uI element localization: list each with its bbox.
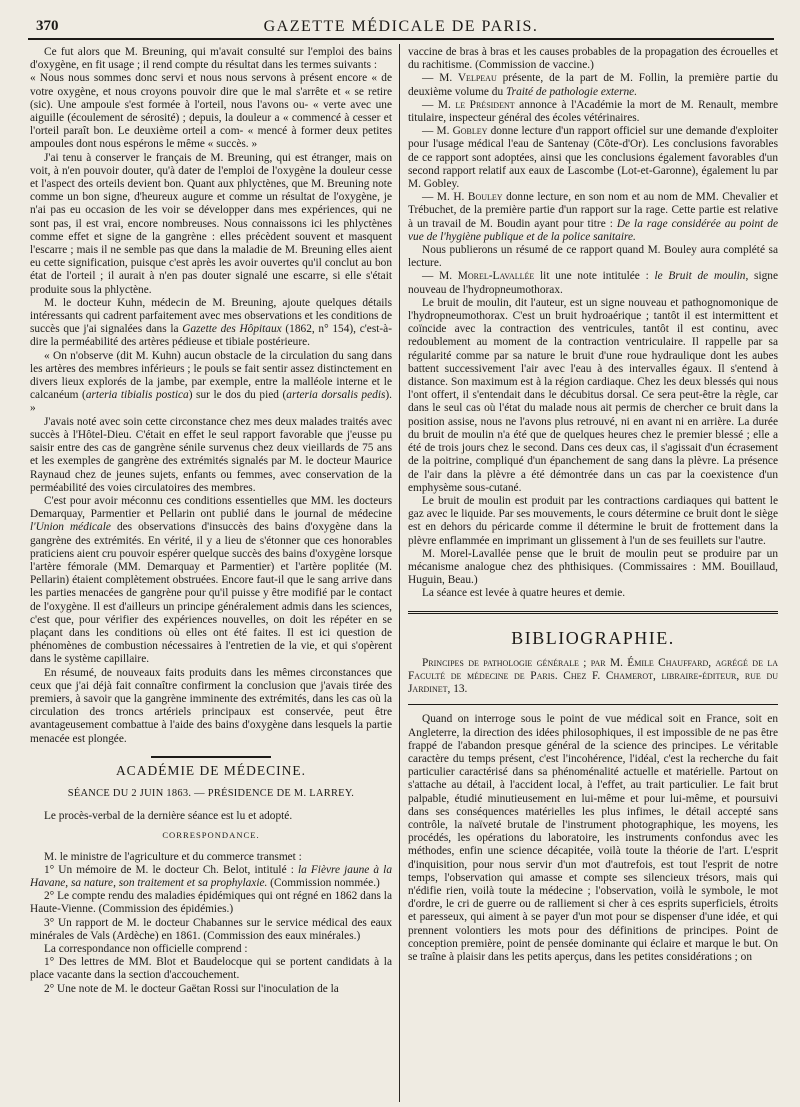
text-run: lit une note intitulée : [534, 270, 655, 283]
page-number: 370 [36, 18, 59, 34]
paragraph: En résumé, de nouveaux faits produits dans les mêmes circonstances que ceux que j'ai déjà fait connaître confirment la conclusion que j'avais tirée des premiers, à savoir que la gangrène imminente des extrémités, dans les cas où la circulation des troncs artériels principaux est conservée, peut être avantageusement combattue à l'aide des bains d'oxygène dans lesquels la partie menacée est plongée. [30, 666, 392, 745]
paragraph: J'avais noté avec soin cette circonstance chez mes deux malades traités avec succès à l'Hôtel-Dieu. C'était en effet le seul rapport favorable que j'eusse pu saisir entre des cas de gangrène sénile survenus chez deux vieillards de 75 ans et les exemples de gangrène des extrémités signalés par M. le docteur Maurice Raynaud chez de jeunes sujets, enfants ou femmes, avec conservation de la perméabilité des voies circulatoires des membres. [30, 415, 392, 494]
paragraph: Le procès-verbal de la dernière séance est lu et adopté. [44, 810, 293, 823]
journal-title: Gazette des Hôpitaux [182, 323, 282, 336]
quotation: « Nous nous sommes donc servi et nous nous servons à présent encore « de votre oxygène, et nous croyons pouvoir dire que le mal s'arrête et « se retire (sic). Une ampoule s'est formée à l'orteil, nous l'avons ou- « verte avec une aiguille (écoulement de sérosité) ; depuis, la douleur a « commencé à cesser et l'orteil paraît bon. Le deuxième orteil a com- « mencé à former deux petites ampoules dont nous espérons le même « succès. » [30, 72, 392, 151]
right-column [408, 46, 778, 1101]
text-run: donne lecture, en son nom et au nom de MM. Chevalier et Trébuchet, de la première partie d'un rapport sur la rage. Cette partie est relative à un travail de M. Boudin ayant pour titre : [408, 191, 778, 230]
text-run: présente, de la part de M. Follin, la première partie du deuxième volume du [408, 72, 778, 98]
paragraph: Le bruit de moulin, dit l'auteur, est un signe nouveau et pathognomonique de l'hydropneumothorax. C'est un bruit hydroaérique ; tantôt il est intermittent et coïncide avec la contraction des ventricules, tantôt il est continu, avec redoublement au moment de la contraction ventriculaire. Il rappelle par sa régularité comme par sa nature le bruit d'une roue hydraulique dont les aubes battent successivement l'air avec l'eau à des intervalles égaux. Il s'entend à distance. Son maximum est à la région cardiaque. Chez les deux blessés qui nous l'ont offert, il s'entendait dans le décubitus dorsal. Ce sera peut-être la règle, car dans le seul cas où l'état du malade nous ait permis de chercher ce bruit dans la position assise, nous ne l'avons plus retrouvé, ni en avant ni en arrière. La durée du bruit de moulin n'a été que de quelques heures chez le premier blessé ; elle a été de trois jours chez le second. Dans ces deux cas, il s'agissait d'un écrasement de la poitrine, compliqué d'un épanchement de sang dans la plèvre. La présence de l'air dans la plèvre a été démontrée dans un cas par la coexistence d'un emphysème sous-cutané. [408, 296, 778, 494]
work-title: De la rage considérée au point de vue de l'hygiène publique et de la police sanitaire. [408, 217, 778, 243]
text-run: des observations d'insuccès des bains d'oxygène dans la gangrène des extrémités. En vérité, il y a lieu de s'étonner que ces honorables praticiens aient cru pouvoir espérer quelque succès des bains d'oxygène lorsque l'artère fémorale (MM. Demarquay et Parmentier) et l'artère poplitée (M. Pellarin) étaient complètement obstruées. Encore faut-il que le sang arrive dans les parties menacées de gangrène pour qu'il puisse y être modifié par le contact de l'oxygène. Il est d'ailleurs un principe généralement admis dans les sciences, c'est que, pour vérifier des expériences nouvelles, on doit les répéter en se plaçant dans les conditions où elles ont été faites. Il est ici question de phénomènes de combustion nécessaires à l'entretien de la vie, et qui s'opèrent dans le système capillaire. [30, 521, 392, 666]
section-title: ACADÉMIE DE MÉDECINE. [115, 762, 307, 778]
speaker-name: M. H. Bouley [436, 191, 503, 204]
text-run: 1° Un mémoire de M. le docteur Ch. Belot, intitulé : [44, 863, 298, 876]
text-run: C'est pour avoir méconnu ces conditions essentielles que MM. les docteurs Demarquay, Parmentier et Pellarin ont publié dans le journal de médecine [30, 494, 392, 521]
text-run: M. le docteur Kuhn, médecin de M. Breuning, ajoute quelques détails intéressants qui cadrent parfaitement avec mes observations et les conditions de succès que j'ai signalées dans la [30, 296, 392, 336]
book-reference: Principes de pathologie générale ; par M. Émile Chauffard, agrégé de la Faculté de médecine de Paris. Chez F. Chamerot, libraire-éditeur, rue du Jardinet, 13. [408, 656, 778, 696]
section-title: BIBLIOGRAPHIE. [511, 627, 675, 648]
list-item: 1° Des lettres de MM. Blot et Baudelocque qui se portent candidats à la place vacante dans la section d'accouchement. [30, 956, 392, 982]
bibliography-section [408, 611, 778, 965]
running-title: GAZETTE MÉDICALE DE PARIS. [263, 18, 539, 35]
paragraph: J'ai tenu à conserver le français de M. Breuning, qui est étranger, mais on voit, à n'en pouvoir douter, qu'à dater de l'emploi de l'oxygène la douleur cesse et l'aspect des orteils devient bon. Quant aux phlyctènes, que M. Breuning note comme un bon signe, d'heureux augure et comme un résultat de l'oxygène, je n'ai pas eu occasion de les voir se développer dans mes expériences, qui ne sont pas, il est vrai, encore nombreuses. Nous connaissons ici les phlyctènes comme effet et signe de la gangrène : elles précèdent souvent et masquent l'escarre ; mais il ne semble pas que dans la maladie de M. Breuning elles aient eu cette signification, puisque c'est après les avoir ouvertes qu'il conclut au bon état de l'orteil ; il aurait à n'en pas douter signalé une escarre, si elle s'était produite sous la phlyctène. [30, 151, 392, 296]
paragraph: M. Morel-Lavallée pense que le bruit de moulin peut se produire par un mécanisme analogue chez des phthisiques. (Commissaires : MM. Bouillaud, Huguin, Beau.) [408, 547, 778, 587]
paragraph: — M. H. Bouley donne lecture, en son nom et au nom de MM. Chevalier et Trébuchet, de la première partie d'un rapport sur la rage. Cette partie est relative à un travail de M. Boudin ayant pour titre : De la rage considérée au point de vue de l'hygiène publique et de la police sanitaire. [408, 191, 778, 243]
paragraph [30, 297, 392, 350]
text-run: ). » [30, 389, 392, 415]
quotation [30, 350, 392, 416]
journal-title: l'Union médicale [30, 521, 111, 534]
paragraph [30, 495, 392, 667]
column-divider [399, 44, 400, 1102]
text-run: , signe nouveau de l'hydropneumothorax. [408, 270, 778, 296]
paragraph: La séance est levée à quatre heures et demie. [422, 587, 626, 600]
paragraph: Nous publierons un résumé de ce rapport quand M. Bouley aura complété sa lecture. [408, 244, 778, 270]
paragraph: La correspondance non officielle comprend : [44, 943, 248, 955]
paragraph: — M. Morel-Lavallée lit une note intitulée : le Bruit de moulin, signe nouveau de l'hydropneumothorax. [408, 270, 778, 296]
text-run: « On n'observe (dit M. Kuhn) aucun obstacle de la circulation du sang dans les artères des membres inférieurs ; le pouls se fait sentir assez distinctement en divers lieux explorés de la jambe, par exemple, entre la malléole interne et le calcanéum ( [30, 349, 392, 402]
list-item: 2° Le compte rendu des maladies épidémiques qui ont régné en 1862 dans la Haute-Vienne. (Commission des épidémies.) [30, 890, 392, 916]
list-item: 3° Un rapport de M. le docteur Chabannes sur le service médical des eaux minérales de Vals (Ardèche) en 1861. (Commission des eaux minérales.) [30, 916, 392, 942]
text-run: (1862, n° 154), c'est-à-dire la perméabilité des artères pédieuse et tibiale postérieure. [30, 323, 392, 349]
session-heading: SÉANCE DU 2 JUIN 1863. — PRÉSIDENCE DE M. LARREY. [67, 787, 355, 799]
section-divider [408, 704, 778, 705]
paragraph: — M. le Président annonce à l'Académie la mort de M. Renault, membre titulaire, inspecteur général des écoles vétérinaires. [408, 98, 778, 125]
latin-term: arteria tibialis postica [85, 389, 189, 402]
page-header [28, 10, 774, 40]
paragraph: — M. Gobley donne lecture d'un rapport officiel sur une demande d'exploiter pour l'usage médical l'eau de Santenay (Côte-d'Or). Les conclusions favorables de ce rapport sont adoptées, ainsi que les conclusions également favorables d'un second rapport relatif aux eaux de Lascombe (Lot-et-Garonne), également lu par M. Gobley. [408, 125, 778, 191]
book-title: Traité de pathologie externe. [505, 85, 638, 98]
paragraph: Le bruit de moulin est produit par les contractions cardiaques qui battent le gaz avec le liquide. Par ses mouvements, le cours détermine ce bruit dont le siège est en dehors du péricarde comme il détermine le bruit de frottement dans la plèvre enflammée en imprimant un glissement à l'un de ses feuillets sur l'autre. [408, 494, 778, 547]
text-run: ) sur le dos du pied ( [188, 389, 287, 402]
note-title: le Bruit de moulin [654, 270, 746, 283]
list-item: 2° Une note de M. le docteur Gaëtan Rossi sur l'inoculation de la [44, 982, 339, 995]
speaker-name: M. Gobley [436, 125, 488, 138]
paragraph: — M. Velpeau présente, de la part de M. Follin, la première partie du deuxième volume du Traité de pathologie externe. [408, 72, 778, 98]
paragraph: vaccine de bras à bras et les causes probables de la propagation des écrouelles et du rachitisme. (Commission de vaccine.) [408, 46, 778, 72]
speaker-name: M. Morel-Lavallée [439, 270, 535, 283]
speaker-name: M. le Président [437, 98, 515, 111]
latin-term: arteria dorsalis pedis [286, 389, 386, 402]
speaker-name: M. Velpeau [439, 72, 497, 85]
text-run: donne lecture d'un rapport officiel sur une demande d'exploiter pour l'usage médical l'eau de Santenay (Côte-d'Or). Les conclusions favorables de ce rapport sont adoptées, ainsi que les conclusions également favorables d'un second rapport relatif aux eaux de Lascombe (Lot-et-Garonne), également lu par M. Gobley. [408, 125, 778, 191]
paragraph: Ce fut alors que M. Breuning, qui m'avait consulté sur l'emploi des bains d'oxygène, en fit usage ; il rend compte du résultat dans les termes suivants : [30, 46, 392, 72]
paragraph: M. le ministre de l'agriculture et du commerce transmet : [44, 850, 302, 863]
paragraph: Quand on interroge sous le point de vue médical soit en France, soit en Angleterre, la direction des idées philosophiques, il est impossible de ne pas être frappé de l'abandon presque général de la science des principes. Le véritable caractère du temps présent, c'est l'incohérence, l'idéal, c'est la recherche du fait particulier caractérisé dans sa phénoménalité actuelle et matérielle. Partout on s'attache au détail, à l'accident local, à l'effet, au trait particulier. Le fait brut palpable, étudié minutieusement en lui-même et pour lui-même, et poursuivi dans ses conséquences matérielles les plus infimes, le détail accepté sans contrôle, la naïveté brutale de l'instrument photographique, les moyens, les procédés, les opérations du laboratoire, les instruments confondus avec les méthodes, enfin une science décapitée, voilà toute la théorie de l'art. L'esprit d'inquisition, pour nous servir d'un mot d'autrefois, est tout l'esprit de notre temps, l'observation qui amasse et compte ses silencieux trésors, mais qui n'édifie rien, voilà toute la médecine ; l'observation, voilà le symbole, le mot d'ordre, le cri de guerre ou de ralliement si cher à ces esprits superficiels, étroits et paresseux, qui aiment à se payer d'un mot pour se dispenser d'une idée, et qui prennent volontiers les mots pour des définitions de principes. Point de conception première, point de pensée dominante qui éclaire et marque le but. On se traîne à plaisir dans les petits aperçus, dans les petites considérations ; on [408, 713, 778, 963]
text-run: annonce à l'Académie la mort de M. Renault, membre titulaire, inspecteur général des écoles vétérinaires. [408, 98, 778, 125]
text-run: (Commission nommée.) [267, 876, 380, 889]
list-item [30, 864, 392, 890]
left-column [30, 46, 392, 1101]
subsection-heading: CORRESPONDANCE. [162, 830, 260, 841]
section-divider [151, 756, 271, 758]
memoir-title: la Fièvre jaune à la Havane, sa nature, son traitement et sa prophylaxie. [30, 863, 392, 889]
